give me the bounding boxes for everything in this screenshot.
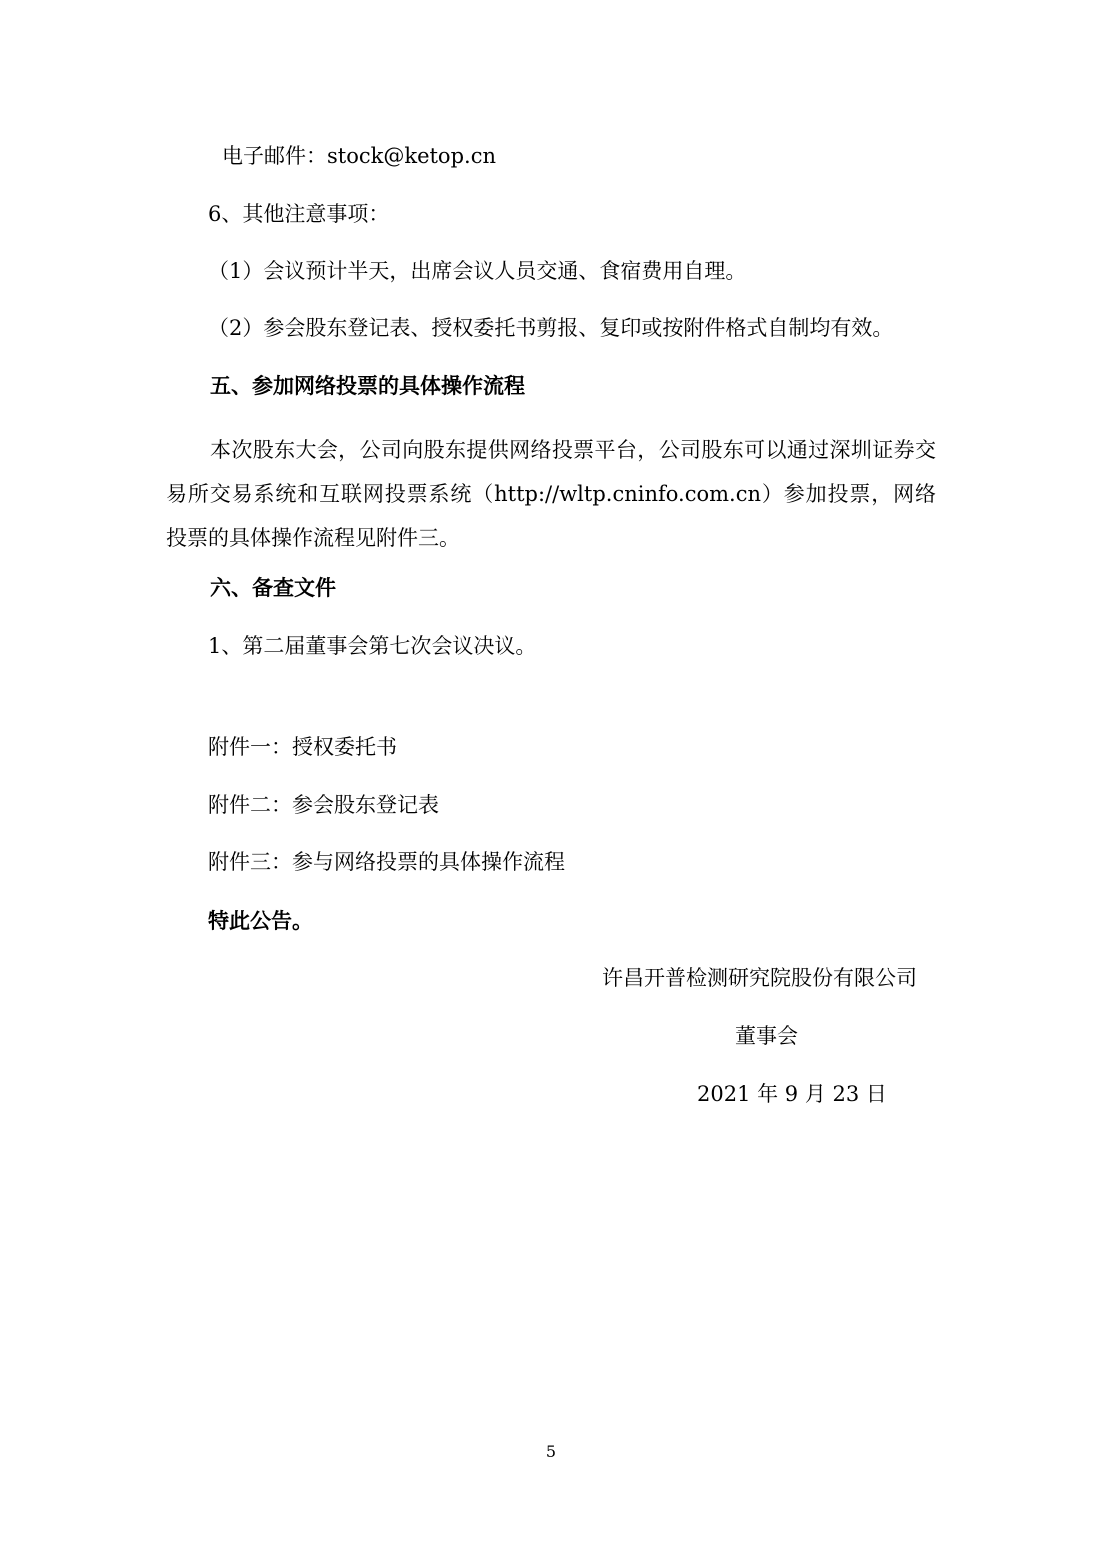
- section-5-paragraph: 本次股东大会，公司向股东提供网络投票平台，公司股东可以通过深圳证券交易所交易系统和互联网投票系统（http://wltp.cninfo.com.cn）参加投票，网络投票的具体操作流程见附件三。: [166, 438, 936, 550]
- reference-doc-1: 1、第二届董事会第七次会议决议。: [208, 634, 537, 658]
- attachment-3: 附件三：参与网络投票的具体操作流程: [208, 850, 565, 874]
- note-2: （2）参会股东登记表、授权委托书剪报、复印或按附件格式自制均有效。: [208, 316, 894, 340]
- closing-statement: 特此公告。: [208, 909, 313, 933]
- attachment-1: 附件一：授权委托书: [208, 735, 397, 759]
- other-notes-heading: 6、其他注意事项：: [208, 202, 390, 226]
- signature-board: 董事会: [735, 1024, 798, 1048]
- note-1: （1）会议预计半天，出席会议人员交通、食宿费用自理。: [208, 259, 747, 283]
- signature-date: 2021 年 9 月 23 日: [697, 1082, 887, 1106]
- signature-company: 许昌开普检测研究院股份有限公司: [602, 966, 917, 990]
- section-6-heading: 六、备查文件: [210, 576, 336, 600]
- attachment-2: 附件二：参会股东登记表: [208, 793, 439, 817]
- section-5-heading: 五、参加网络投票的具体操作流程: [210, 374, 525, 398]
- contact-email: 电子邮件：stock@ketop.cn: [222, 144, 496, 168]
- page-number: 5: [545, 1442, 557, 1461]
